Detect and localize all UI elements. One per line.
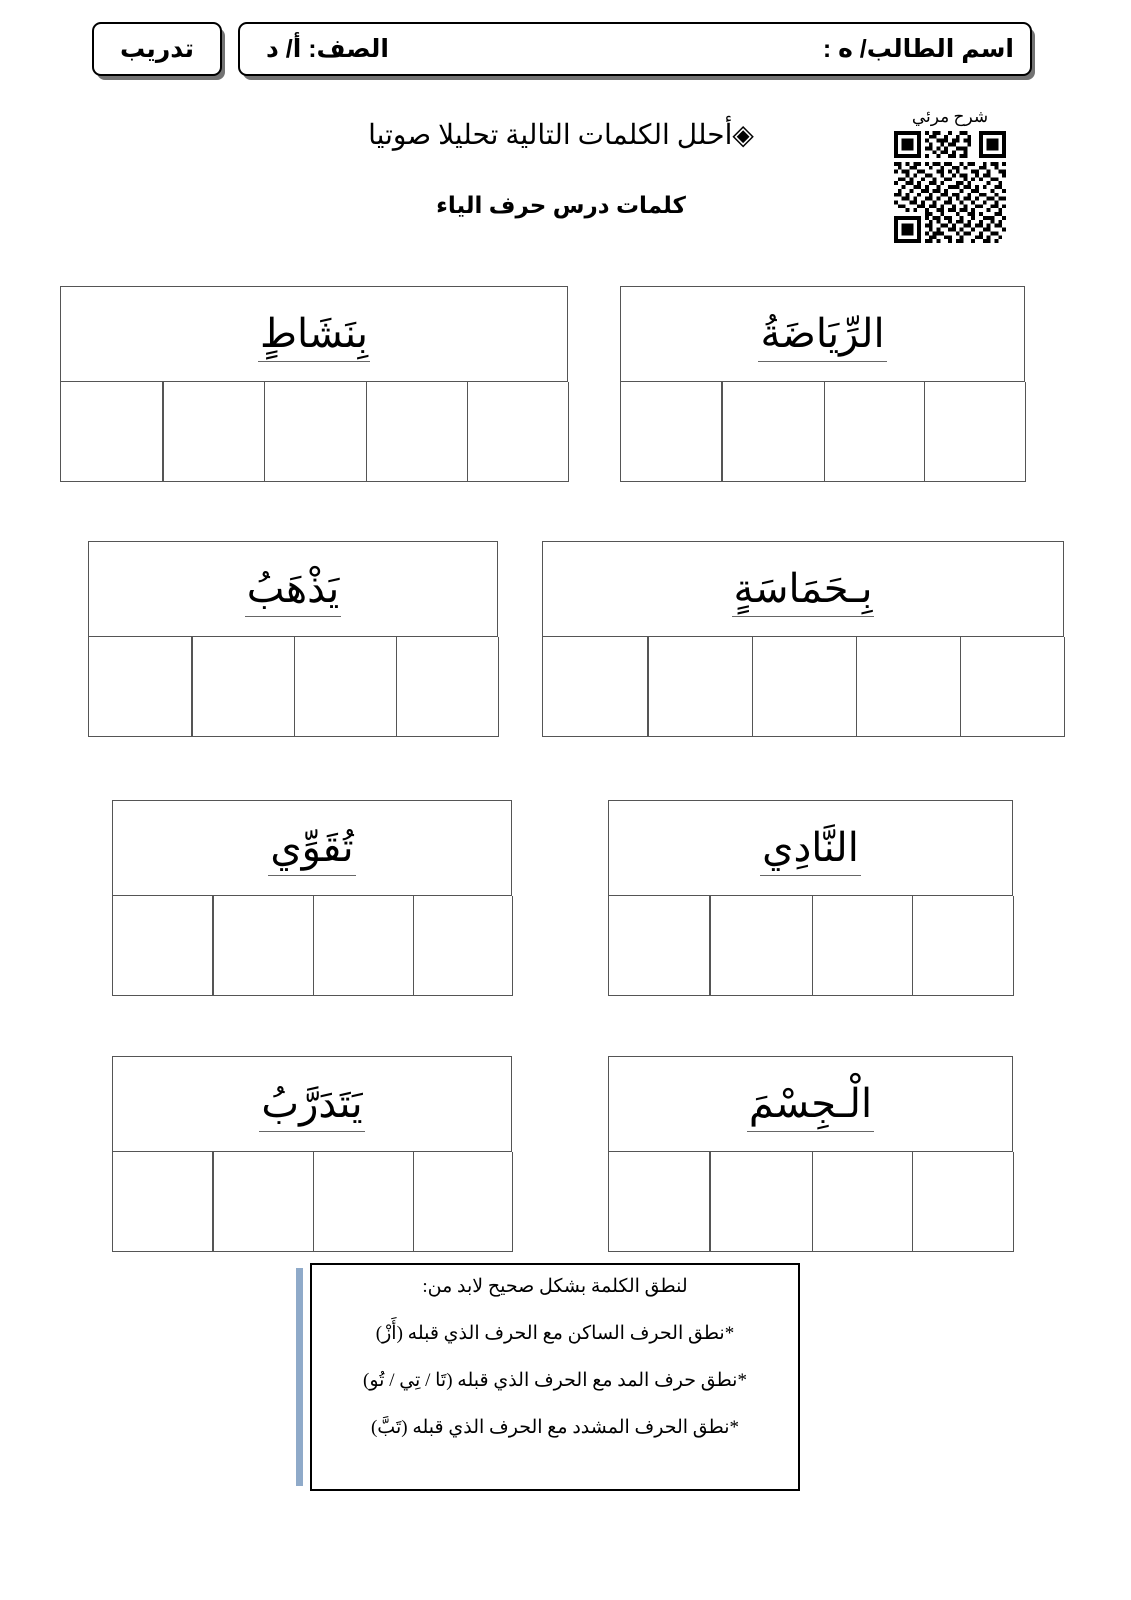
answer-cells-row <box>620 382 1025 482</box>
answer-cell[interactable] <box>912 1152 1014 1252</box>
pronunciation-note-box <box>310 1263 800 1491</box>
answer-cells-row <box>608 896 1013 996</box>
student-info-field[interactable] <box>238 22 1032 76</box>
answer-cell[interactable] <box>396 637 500 737</box>
lesson-subtitle: كلمات درس حرف الياء <box>436 192 686 218</box>
word-header-cell <box>542 541 1064 637</box>
word-analysis-table <box>608 1056 1013 1252</box>
answer-cell[interactable] <box>608 1152 710 1252</box>
word-analysis-table <box>88 541 498 737</box>
answer-cell[interactable] <box>112 1152 213 1252</box>
answer-cell[interactable] <box>112 896 213 996</box>
word-header-cell <box>112 1056 512 1152</box>
student-name-label: اسم الطالب/ ه : <box>822 35 1014 63</box>
answer-cells-row <box>112 1152 512 1252</box>
answer-cells-row <box>112 896 512 996</box>
word-label: بِـحَمَاسَةٍ <box>732 562 875 617</box>
word-header-cell <box>112 800 512 896</box>
word-header-cell <box>60 286 568 382</box>
exercise-badge <box>92 22 222 76</box>
note-title: لنطق الكلمة بشكل صحيح لابد من: <box>422 1276 688 1297</box>
answer-cells-row <box>542 637 1064 737</box>
answer-cell[interactable] <box>722 382 824 482</box>
answer-cell[interactable] <box>856 637 962 737</box>
word-analysis-table <box>60 286 568 482</box>
word-analysis-table <box>112 1056 512 1252</box>
word-label: تُقَوِّي <box>268 821 355 876</box>
grade-label: الصف: أ/ د <box>266 35 389 63</box>
answer-cell[interactable] <box>88 637 192 737</box>
answer-cells-row <box>88 637 498 737</box>
answer-cell[interactable] <box>163 382 266 482</box>
answer-cell[interactable] <box>213 896 314 996</box>
answer-cell[interactable] <box>294 637 398 737</box>
answer-cell[interactable] <box>811 1152 913 1252</box>
video-explanation-block[interactable] <box>880 108 1020 243</box>
note-accent-bar <box>296 1268 303 1486</box>
word-header-cell <box>608 1056 1013 1152</box>
word-analysis-table <box>608 800 1013 996</box>
answer-cells-row <box>608 1152 1013 1252</box>
answer-cell[interactable] <box>608 896 710 996</box>
word-label: النَّادِي <box>760 821 861 876</box>
answer-cell[interactable] <box>620 382 722 482</box>
answer-cell[interactable] <box>960 637 1066 737</box>
qr-caption: شرح مرئي <box>911 107 989 126</box>
word-header-cell <box>88 541 498 637</box>
answer-cell[interactable] <box>412 896 513 996</box>
answer-cell[interactable] <box>365 382 468 482</box>
answer-cells-row <box>60 382 568 482</box>
word-label: الْـجِسْمَ <box>747 1077 874 1132</box>
word-label: بِنَشَاطٍ <box>258 307 370 362</box>
qr-code-icon[interactable] <box>894 131 1006 243</box>
answer-cell[interactable] <box>710 1152 812 1252</box>
answer-cell[interactable] <box>542 637 648 737</box>
answer-cell[interactable] <box>823 382 925 482</box>
word-label: يَتَدَرَّبُ <box>259 1077 364 1132</box>
note-rule-item: *نطق حرف المد مع الحرف الذي قبله (تَا / تِي / تُو) <box>363 1370 747 1391</box>
answer-cell[interactable] <box>60 382 163 482</box>
answer-cell[interactable] <box>467 382 570 482</box>
exercise-label: تدريب <box>119 35 195 63</box>
answer-cell[interactable] <box>912 896 1014 996</box>
word-label: الرِّيَاضَةُ <box>758 307 886 362</box>
answer-cell[interactable] <box>412 1152 513 1252</box>
word-analysis-table <box>542 541 1064 737</box>
answer-cell[interactable] <box>924 382 1026 482</box>
note-rule-item: *نطق الحرف الساكن مع الحرف الذي قبله (أَزْ) <box>375 1323 735 1344</box>
answer-cell[interactable] <box>264 382 367 482</box>
word-header-cell <box>608 800 1013 896</box>
note-rule-item: *نطق الحرف المشدد مع الحرف الذي قبله (تَبَّ) <box>370 1417 740 1438</box>
word-header-cell <box>620 286 1025 382</box>
answer-cell[interactable] <box>313 1152 414 1252</box>
answer-cell[interactable] <box>710 896 812 996</box>
header-bar <box>92 22 1032 76</box>
instruction-text: ◈أحلل الكلمات التالية تحليلا صوتيا <box>368 120 754 151</box>
answer-cell[interactable] <box>313 896 414 996</box>
word-label: يَذْهَبُ <box>245 562 342 617</box>
answer-cell[interactable] <box>213 1152 314 1252</box>
answer-cell[interactable] <box>811 896 913 996</box>
word-analysis-table <box>620 286 1025 482</box>
answer-cell[interactable] <box>192 637 296 737</box>
word-analysis-table <box>112 800 512 996</box>
answer-cell[interactable] <box>752 637 858 737</box>
answer-cell[interactable] <box>648 637 754 737</box>
